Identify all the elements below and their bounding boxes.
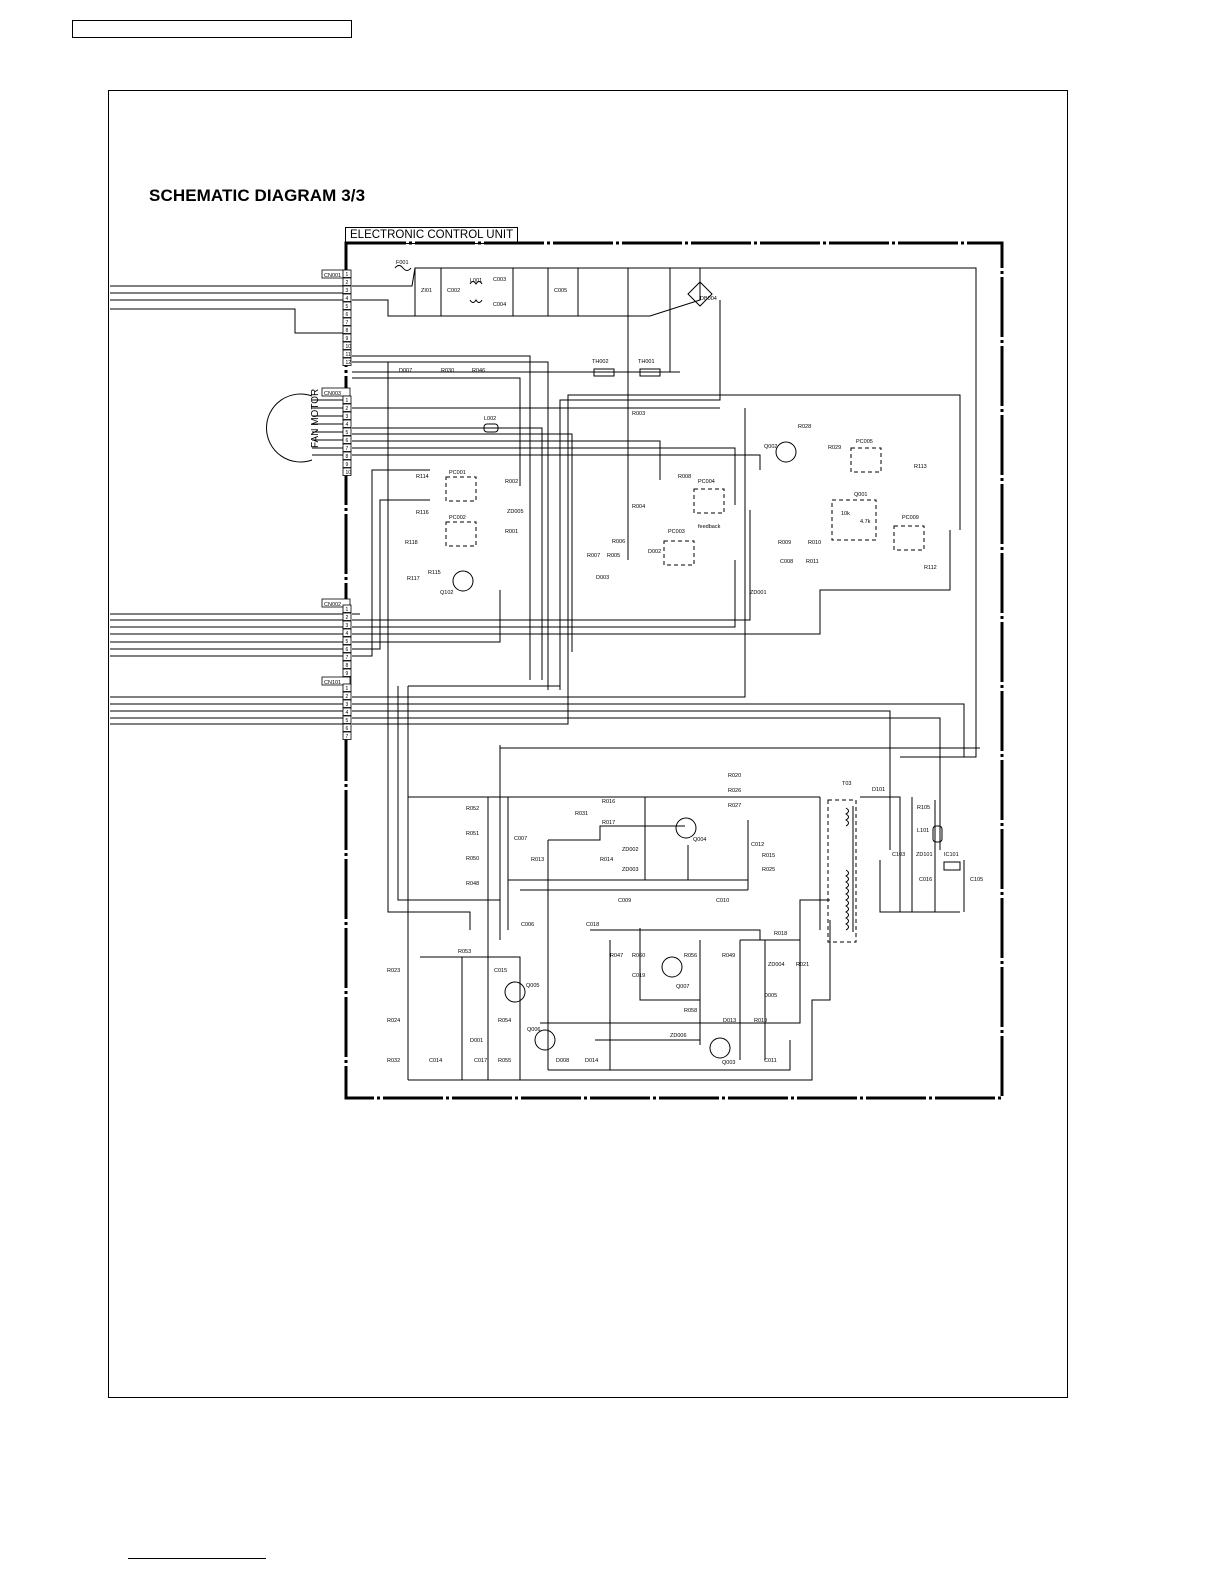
component-label-r004: R004 [632,504,646,510]
cn003-pin-number: 4 [345,422,349,428]
component-label-r023: R023 [387,968,401,974]
component-label-zd004: ZD004 [768,962,785,968]
component-label-pc004: PC004 [698,479,715,485]
component-label-d101: D101 [872,787,886,793]
component-label-pc002: PC002 [449,515,466,521]
component-label-c006: C006 [521,922,535,928]
cn003-pin-number: 1 [345,398,349,404]
component-label-r018: R018 [774,931,788,937]
cn003-pin-number: 10 [345,470,352,476]
cn001-pin-number: 8 [345,328,349,334]
component-label-c008: C008 [780,559,794,565]
component-label-r003: R003 [632,411,646,417]
cn001-pin-number: 2 [345,280,349,286]
cn002-pin-number: 8 [345,663,349,669]
component-label-r050: R050 [466,856,480,862]
component-label-c014: C014 [429,1058,443,1064]
component-label-r021: R021 [796,962,810,968]
component-label-r112: R112 [924,565,937,571]
cn101-pin-number: 1 [345,686,349,692]
component-label-t03: T03 [842,781,852,787]
feedback-label: feedback [698,524,721,530]
cn003-pin-number: 6 [345,438,349,444]
cn003-pin-number: 8 [345,454,349,460]
component-label-r118: R118 [405,540,418,546]
component-label-pc003: PC003 [668,529,685,535]
component-label-d001: D001 [470,1038,484,1044]
component-label-f001: F001 [396,260,409,266]
component-label-r009: R009 [778,540,792,546]
cn002-pin-number: 2 [345,615,349,621]
component-label-r114: R114 [416,474,429,480]
component-label-r005: R005 [607,553,621,559]
cn101-pin-number: 4 [345,710,349,716]
component-label-pc001: PC001 [449,470,466,476]
cn101-pin-number: 3 [345,702,349,708]
component-label-d007: D007 [399,368,413,374]
component-label-c009: C009 [618,898,632,904]
component-label-r010: R010 [808,540,822,546]
component-label-c004: C004 [493,302,507,308]
component-label-r116: R116 [416,510,429,516]
component-label-r016: R016 [602,799,616,805]
component-label-r031: R031 [575,811,589,817]
component-label-r049: R049 [722,953,736,959]
cn001-pin-number: 3 [345,288,349,294]
component-label-q102: Q102 [440,590,454,596]
component-label-r006: R006 [612,539,626,545]
component-label-r113: R113 [914,464,927,470]
component-label-r011: R011 [806,559,819,565]
component-value-q001-r1: 10k [841,511,850,517]
component-label-zi01: ZI01 [421,288,433,294]
cn003-pin-number: 2 [345,406,349,412]
component-label-r054: R054 [498,1018,512,1024]
cn002-pin-number: 7 [345,655,349,661]
cn001-pin-number: 4 [345,296,349,302]
component-label-r051: R051 [466,831,480,837]
component-label-r014: R014 [600,857,614,863]
component-label-r002: R002 [505,479,519,485]
component-label-c010: C010 [716,898,730,904]
component-label-r028: R028 [798,424,812,430]
cn003-pin-number: 3 [345,414,349,420]
diagram-title: SCHEMATIC DIAGRAM 3/3 [149,186,366,205]
component-label-q007: Q007 [676,984,690,990]
component-label-q005: Q005 [526,983,540,989]
component-label-ic101: IC101 [944,852,959,858]
component-label-zd002: ZD002 [622,847,639,853]
component-label-q003: Q003 [722,1060,736,1066]
component-label-zd006: ZD006 [670,1033,687,1039]
component-label-r032: R032 [387,1058,401,1064]
cn001-pin-number: 6 [345,312,349,318]
component-label-d002: D002 [648,549,662,555]
cn001-pin-number: 7 [345,320,349,326]
component-label-r105: R105 [917,805,931,811]
component-label-r013: R013 [531,857,545,863]
component-label-c015: C015 [494,968,508,974]
cn002-pin-number: 3 [345,623,349,629]
cn002-label: CN002 [324,602,342,608]
cn101-pin-number: 2 [345,694,349,700]
component-label-r029: R029 [828,445,842,451]
component-label-zd001: ZD001 [750,590,767,596]
component-label-d005: D005 [764,993,778,999]
component-label-r056: R056 [684,953,698,959]
component-label-r007: R007 [587,553,601,559]
component-label-r001: R001 [505,529,519,535]
component-label-r024: R024 [387,1018,401,1024]
fan-motor-label: FAN MOTOR [310,388,321,448]
component-label-zd003: ZD003 [622,867,639,873]
component-label-d014: D014 [585,1058,599,1064]
component-label-r019: R019 [754,1018,768,1024]
cn001-pin-number: 11 [345,352,351,358]
cn101-pin-number: 7 [345,734,349,740]
cn003-label: CN003 [324,391,342,397]
component-label-r048: R048 [466,881,480,887]
component-label-c012: C012 [751,842,765,848]
component-label-r115: R115 [428,570,441,576]
component-label-r060: R060 [632,953,646,959]
component-label-th001: TH001 [638,359,655,365]
component-label-c002: C002 [447,288,461,294]
component-label-l002: L002 [484,416,497,422]
component-label-d013: D013 [723,1018,737,1024]
component-label-r052: R052 [466,806,480,812]
component-label-r046: R046 [472,368,486,374]
component-label-r025: R025 [762,867,776,873]
unit-label: ELECTRONIC CONTROL UNIT [345,227,518,244]
component-label-r020: R020 [728,773,742,779]
component-label-r047: R047 [610,953,624,959]
cn002-pin-number: 6 [345,647,349,653]
component-label-q002: Q002 [764,444,778,450]
component-label-pc005: PC005 [856,439,873,445]
component-label-c011: C011 [764,1058,777,1064]
component-label-zd101: ZD101 [916,852,933,858]
component-label-r053: R053 [458,949,472,955]
component-label-q001: Q001 [854,492,868,498]
component-label-c105: C105 [970,877,984,883]
component-label-c016: C016 [919,877,933,883]
component-label-db004: DB004 [700,296,717,302]
component-label-r117: R117 [407,576,420,582]
cn002-pin-number: 5 [345,639,349,645]
cn001-pin-number: 10 [345,344,352,350]
component-label-d003: D003 [596,575,610,581]
cn002-pin-number: 9 [345,671,349,677]
cn001-label: CN001 [324,273,342,279]
component-label-q004: Q004 [693,837,707,843]
component-label-pc009: PC009 [902,515,919,521]
cn001-pin-number: 5 [345,304,349,310]
component-label-th002: TH002 [592,359,609,365]
component-label-r030: R030 [441,368,455,374]
cn001-pin-number: 9 [345,336,349,342]
cn101-label: CN101 [324,680,342,686]
cn001-pin-number: 12 [345,360,352,366]
component-label-c017: C017 [474,1058,488,1064]
cn003-pin-number: 7 [345,446,349,452]
component-label-r027: R027 [728,803,742,809]
component-label-r055: R055 [498,1058,512,1064]
component-label-l001: L001 [470,278,483,284]
cn003-pin-number: 5 [345,430,349,436]
component-label-c003: C003 [493,277,507,283]
component-label-d008: D008 [556,1058,570,1064]
component-label-r017: R017 [602,820,616,826]
cn101-pin-number: 6 [345,726,349,732]
component-label-r008: R008 [678,474,692,480]
cn002-pin-number: 4 [345,631,349,637]
component-label-c005: C005 [554,288,568,294]
cn101-pin-number: 5 [345,718,349,724]
cn002-pin-number: 1 [345,607,349,613]
component-label-r026: R026 [728,788,742,794]
component-label-zd005: ZD005 [507,509,524,515]
cn003-pin-number: 9 [345,462,349,468]
component-label-r015: R015 [762,853,776,859]
component-label-l101: L101 [917,828,930,834]
component-label-r058: R058 [684,1008,698,1014]
component-label-c018: C018 [586,922,600,928]
component-label-c019: C019 [632,973,646,979]
cn001-pin-number: 1 [345,272,349,278]
component-label-q006: Q006 [527,1027,541,1033]
component-label-c007: C007 [514,836,528,842]
component-value-q001-r2: 4.7k [860,519,871,525]
component-label-c103: C103 [892,852,906,858]
